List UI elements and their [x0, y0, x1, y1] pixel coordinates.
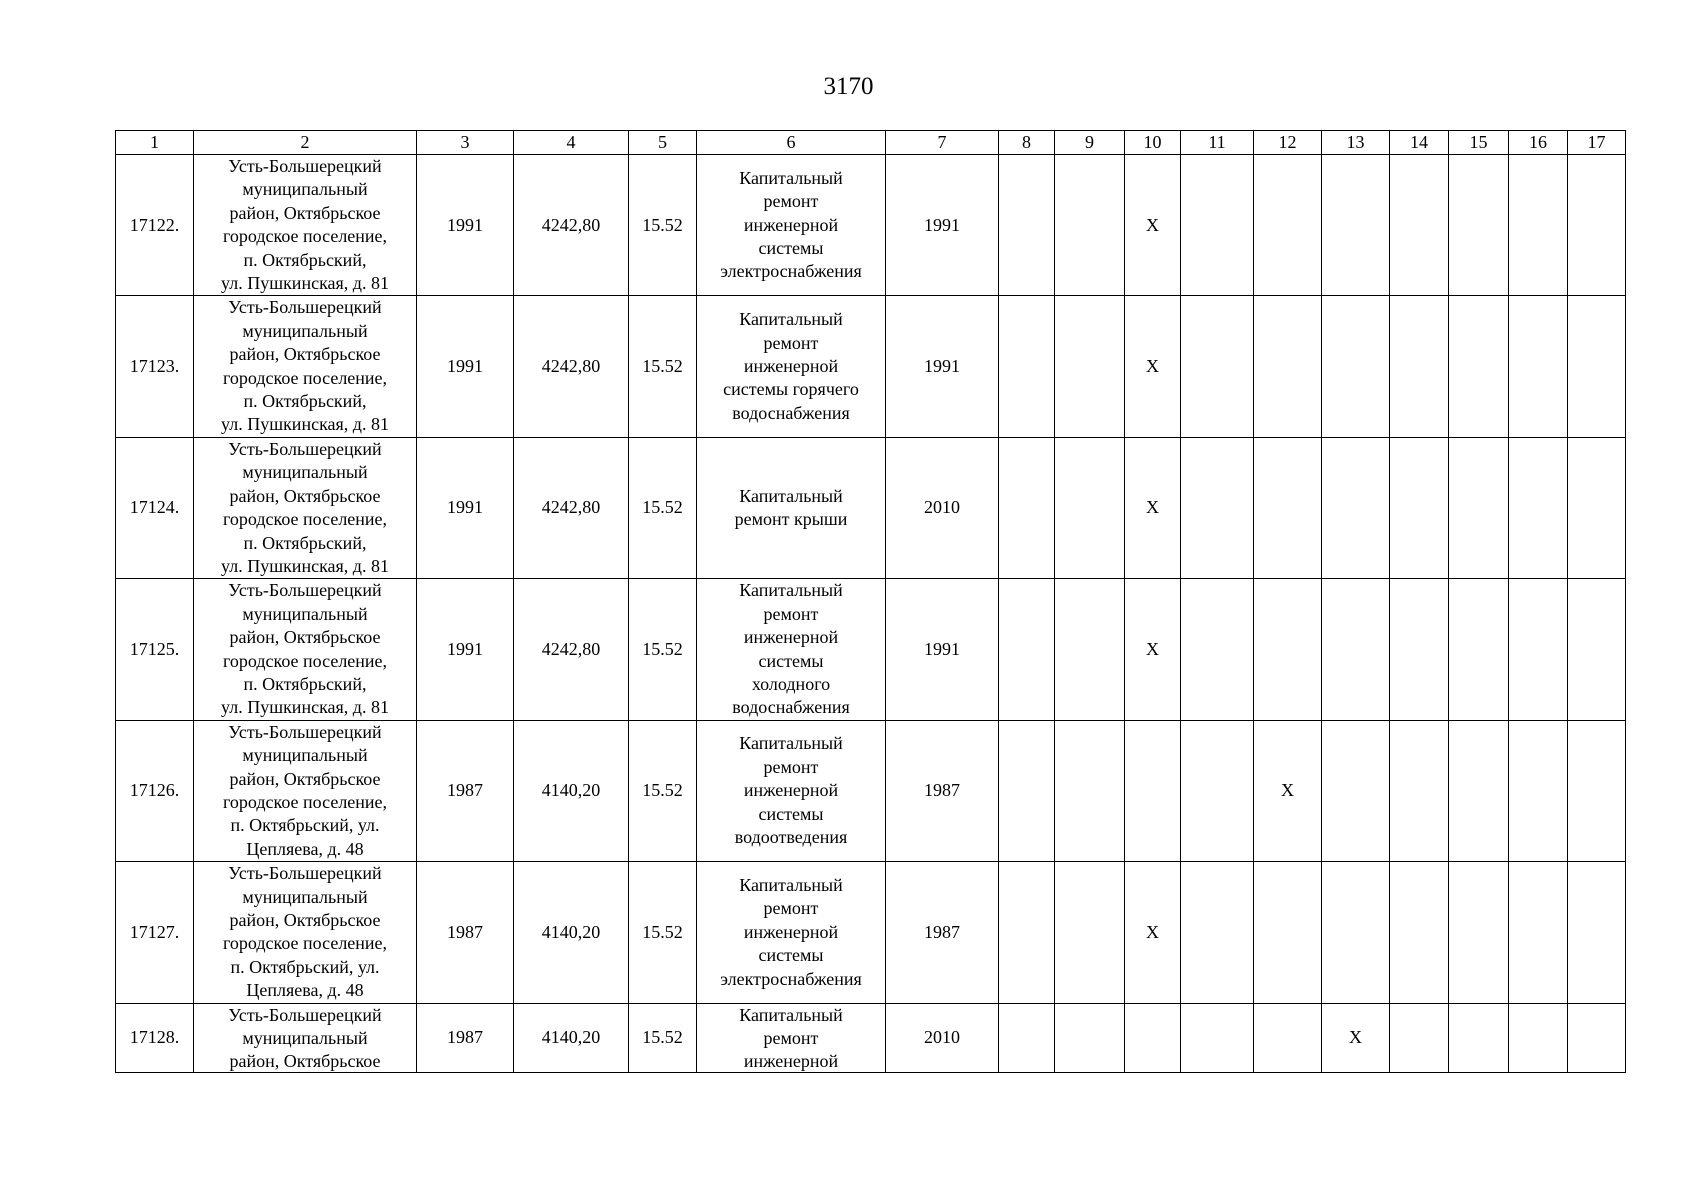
year-cell: 1991 — [417, 296, 514, 437]
mark-cell — [1568, 155, 1626, 296]
mark-cell — [1254, 1003, 1322, 1072]
mark-cell — [1322, 862, 1390, 1003]
mark-cell — [1055, 1003, 1125, 1072]
area-cell: 4242,80 — [514, 579, 629, 720]
col7-year-cell: 1987 — [886, 720, 999, 861]
mark-cell — [1390, 437, 1449, 578]
mark-cell — [1254, 579, 1322, 720]
work-type-text: Капитальный ремонт инженерной — [739, 1004, 843, 1072]
year-cell: 1991 — [417, 437, 514, 578]
mark-cell — [1254, 862, 1322, 1003]
column-number: 16 — [1509, 131, 1568, 155]
column-number: 2 — [194, 131, 417, 155]
address-cell: Усть-Большерецкий муниципальный район, Октябрьское городское поселение, п. Октябрьский, ул. Пушкинская, д. 81 — [194, 155, 417, 296]
row-number: 17128. — [116, 1003, 194, 1072]
code-cell: 15.52 — [629, 862, 697, 1003]
mark-cell — [1254, 155, 1322, 296]
year-cell: 1991 — [417, 155, 514, 296]
mark-cell — [1568, 296, 1626, 437]
address-cell — [194, 1003, 417, 1072]
area-cell: 4242,80 — [514, 155, 629, 296]
mark-cell — [1181, 579, 1254, 720]
col7-year-cell: 2010 — [886, 437, 999, 578]
mark-cell: X — [1125, 296, 1181, 437]
mark-cell — [1568, 1003, 1626, 1072]
code-cell: 15.52 — [629, 155, 697, 296]
column-number: 17 — [1568, 131, 1626, 155]
work-type-cell: Капитальный ремонт инженерной системы холодного водоснабжения — [697, 579, 886, 720]
mark-cell — [1509, 155, 1568, 296]
area-cell: 4242,80 — [514, 437, 629, 578]
table-row — [116, 1003, 1626, 1072]
col7-year-cell: 1991 — [886, 296, 999, 437]
mark-cell — [1509, 720, 1568, 861]
column-number: 8 — [999, 131, 1055, 155]
area-cell: 4242,80 — [514, 296, 629, 437]
column-number: 13 — [1322, 131, 1390, 155]
mark-cell — [1509, 862, 1568, 1003]
mark-cell: X — [1125, 862, 1181, 1003]
area-cell: 4140,20 — [514, 862, 629, 1003]
mark-cell — [1449, 579, 1509, 720]
mark-cell — [1322, 579, 1390, 720]
work-type-cell: Капитальный ремонт инженерной системы электроснабжения — [697, 862, 886, 1003]
row-number: 17125. — [116, 579, 194, 720]
column-number: 5 — [629, 131, 697, 155]
address-cell: Усть-Большерецкий муниципальный район, Октябрьское городское поселение, п. Октябрьский, ул. Пушкинская, д. 81 — [194, 579, 417, 720]
mark-cell: X — [1125, 437, 1181, 578]
row-number: 17123. — [116, 296, 194, 437]
row-number: 17124. — [116, 437, 194, 578]
year-cell: 1987 — [417, 862, 514, 1003]
mark-cell — [1181, 1003, 1254, 1072]
address-cell: Усть-Большерецкий муниципальный район, Октябрьское городское поселение, п. Октябрьский, ул. Цепляева, д. 48 — [194, 862, 417, 1003]
mark-cell — [1449, 862, 1509, 1003]
table-row — [116, 296, 1626, 437]
code-cell: 15.52 — [629, 437, 697, 578]
mark-cell — [1449, 437, 1509, 578]
work-type-cell: Капитальный ремонт инженерной системы водоотведения — [697, 720, 886, 861]
mark-cell: X — [1125, 155, 1181, 296]
mark-cell — [1568, 437, 1626, 578]
table-row — [116, 155, 1626, 296]
column-number: 1 — [116, 131, 194, 155]
address-cell: Усть-Большерецкий муниципальный район, Октябрьское городское поселение, п. Октябрьский, ул. Цепляева, д. 48 — [194, 720, 417, 861]
year-cell: 1991 — [417, 579, 514, 720]
mark-cell — [1322, 437, 1390, 578]
mark-cell — [1055, 437, 1125, 578]
column-number: 14 — [1390, 131, 1449, 155]
mark-cell — [1055, 296, 1125, 437]
column-number: 4 — [514, 131, 629, 155]
mark-cell — [1181, 720, 1254, 861]
column-number: 7 — [886, 131, 999, 155]
work-type-cell: Капитальный ремонт инженерной системы электроснабжения — [697, 155, 886, 296]
column-number: 10 — [1125, 131, 1181, 155]
work-type-cell: Капитальный ремонт инженерной системы горячего водоснабжения — [697, 296, 886, 437]
column-number: 12 — [1254, 131, 1322, 155]
mark-cell — [1390, 862, 1449, 1003]
mark-cell — [999, 1003, 1055, 1072]
mark-cell — [1509, 437, 1568, 578]
mark-cell — [999, 155, 1055, 296]
column-number: 3 — [417, 131, 514, 155]
address-cell: Усть-Большерецкий муниципальный район, Октябрьское городское поселение, п. Октябрьский, ул. Пушкинская, д. 81 — [194, 437, 417, 578]
mark-cell — [1181, 296, 1254, 437]
mark-cell — [999, 437, 1055, 578]
mark-cell — [1055, 720, 1125, 861]
mark-cell — [1509, 1003, 1568, 1072]
address-text: Усть-Большерецкий муниципальный район, Октябрьское — [228, 1004, 382, 1072]
work-type-cell — [697, 1003, 886, 1072]
table-row — [116, 437, 1626, 578]
table-row — [116, 862, 1626, 1003]
address-cell: Усть-Большерецкий муниципальный район, Октябрьское городское поселение, п. Октябрьский, ул. Пушкинская, д. 81 — [194, 296, 417, 437]
code-cell: 15.52 — [629, 579, 697, 720]
table-row — [116, 579, 1626, 720]
mark-cell — [1568, 862, 1626, 1003]
mark-cell — [1390, 1003, 1449, 1072]
mark-cell — [1568, 720, 1626, 861]
row-number: 17122. — [116, 155, 194, 296]
repair-schedule-table — [115, 130, 1626, 1073]
mark-cell — [1055, 155, 1125, 296]
mark-cell — [1125, 1003, 1181, 1072]
work-type-cell: Капитальный ремонт крыши — [697, 437, 886, 578]
mark-cell — [1390, 296, 1449, 437]
mark-cell — [999, 579, 1055, 720]
mark-cell: X — [1254, 720, 1322, 861]
mark-cell — [1125, 720, 1181, 861]
row-number: 17126. — [116, 720, 194, 861]
column-number: 6 — [697, 131, 886, 155]
mark-cell — [1181, 437, 1254, 578]
year-cell: 1987 — [417, 1003, 514, 1072]
mark-cell — [1390, 155, 1449, 296]
mark-cell — [1509, 296, 1568, 437]
column-number-row — [116, 131, 1626, 155]
mark-cell — [1254, 437, 1322, 578]
area-cell: 4140,20 — [514, 720, 629, 861]
mark-cell — [1449, 155, 1509, 296]
mark-cell — [1322, 296, 1390, 437]
mark-cell — [1509, 579, 1568, 720]
table-row — [116, 720, 1626, 861]
mark-cell — [1449, 1003, 1509, 1072]
mark-cell — [1181, 155, 1254, 296]
code-cell: 15.52 — [629, 720, 697, 861]
column-number: 15 — [1449, 131, 1509, 155]
mark-cell: X — [1125, 579, 1181, 720]
mark-cell — [999, 720, 1055, 861]
col7-year-cell: 2010 — [886, 1003, 999, 1072]
mark-cell — [1322, 720, 1390, 861]
code-cell: 15.52 — [629, 1003, 697, 1072]
mark-cell — [1390, 720, 1449, 861]
area-cell: 4140,20 — [514, 1003, 629, 1072]
code-cell: 15.52 — [629, 296, 697, 437]
col7-year-cell: 1991 — [886, 155, 999, 296]
mark-cell — [999, 862, 1055, 1003]
mark-cell — [1055, 862, 1125, 1003]
mark-cell — [999, 296, 1055, 437]
col7-year-cell: 1987 — [886, 862, 999, 1003]
column-number: 11 — [1181, 131, 1254, 155]
mark-cell — [1181, 862, 1254, 1003]
mark-cell: X — [1322, 1003, 1390, 1072]
mark-cell — [1449, 720, 1509, 861]
mark-cell — [1254, 296, 1322, 437]
mark-cell — [1568, 579, 1626, 720]
year-cell: 1987 — [417, 720, 514, 861]
column-number: 9 — [1055, 131, 1125, 155]
row-number: 17127. — [116, 862, 194, 1003]
mark-cell — [1322, 155, 1390, 296]
mark-cell — [1055, 579, 1125, 720]
mark-cell — [1449, 296, 1509, 437]
col7-year-cell: 1991 — [886, 579, 999, 720]
page-number: 3170 — [823, 73, 874, 100]
mark-cell — [1390, 579, 1449, 720]
